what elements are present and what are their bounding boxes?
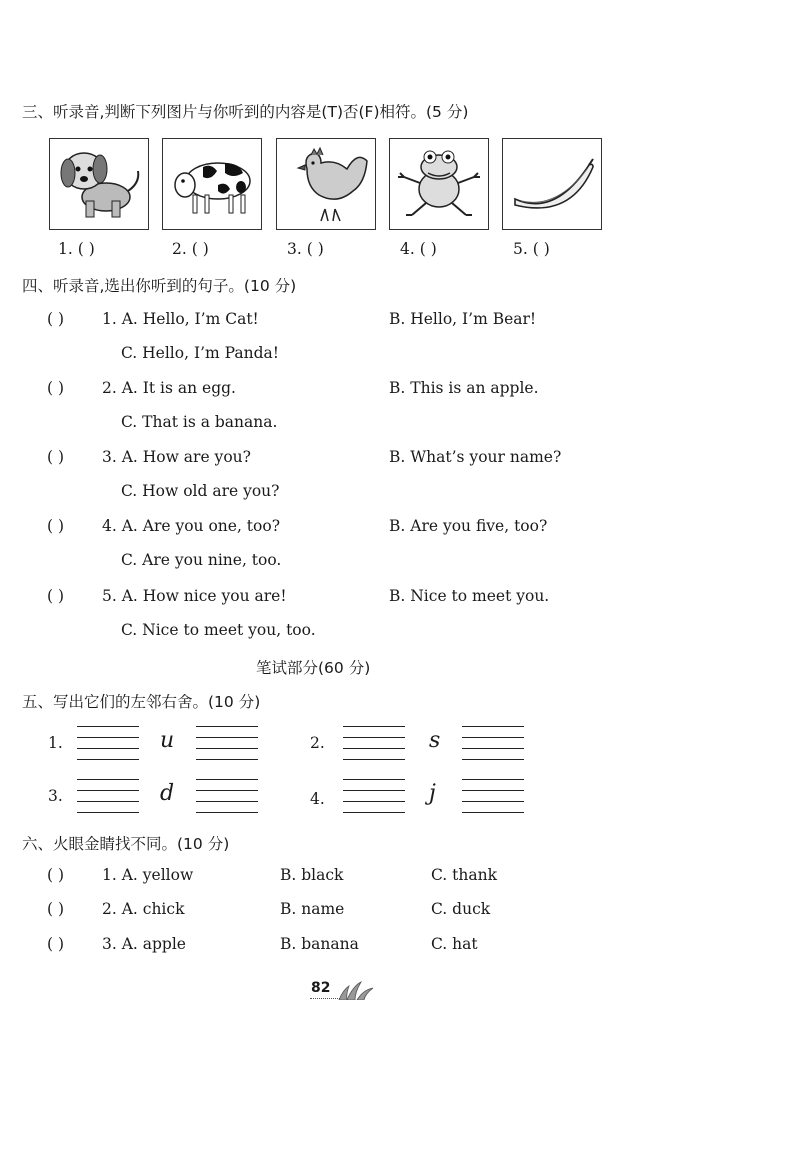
option-a: 4. A. Are you one, too? — [102, 517, 281, 535]
item-number: 2. — [310, 734, 325, 752]
picture-cow — [162, 138, 262, 230]
answer-slot-4[interactable]: 4. ( ) — [400, 240, 437, 258]
answer-bracket[interactable]: ( ) — [47, 310, 65, 328]
option-c: C. Nice to meet you, too. — [121, 621, 316, 639]
answer-slot-1[interactable]: 1. ( ) — [58, 240, 95, 258]
answer-bracket[interactable]: ( ) — [47, 448, 65, 466]
page-number: 82 — [311, 980, 331, 996]
option-a: 5. A. How nice you are! — [102, 587, 287, 605]
section-5-title: 五、写出它们的左邻右舍。(10 分) — [22, 693, 261, 711]
option-b: B. This is an apple. — [389, 379, 539, 397]
writing-lines-left[interactable] — [77, 779, 139, 813]
answer-slot-5[interactable]: 5. ( ) — [513, 240, 550, 258]
writing-lines-left[interactable] — [343, 779, 405, 813]
option-b: B. Are you five, too? — [389, 517, 548, 535]
section-6-title: 六、火眼金睛找不同。(10 分) — [22, 835, 230, 853]
written-part-header: 笔试部分(60 分) — [256, 659, 371, 677]
picture-banana — [502, 138, 602, 230]
item-number: 4. — [310, 790, 325, 808]
option-c: C. How old are you? — [121, 482, 280, 500]
answer-bracket[interactable]: ( ) — [47, 379, 65, 397]
dog-icon — [50, 139, 148, 229]
answer-slot-3[interactable]: 3. ( ) — [287, 240, 324, 258]
picture-frog — [389, 138, 489, 230]
letter-d: d — [160, 781, 175, 806]
cow-icon — [163, 139, 261, 229]
writing-lines-right[interactable] — [196, 726, 258, 760]
item-number: 3. — [48, 787, 63, 805]
option-c: C. Hello, I’m Panda! — [121, 344, 279, 362]
option-b: B. black — [280, 866, 344, 884]
item-number: 1. — [48, 734, 63, 752]
option-a: 2. A. chick — [102, 900, 185, 918]
picture-rooster — [276, 138, 376, 230]
letter-u: u — [160, 728, 175, 753]
section-3-title: 三、听录音,判断下列图片与你听到的内容是(T)否(F)相符。(5 分) — [22, 103, 469, 121]
letter-s: s — [429, 728, 441, 753]
option-b: B. name — [280, 900, 345, 918]
grass-decoration-icon — [337, 980, 377, 1000]
writing-lines-left[interactable] — [77, 726, 139, 760]
option-a: 1. A. yellow — [102, 866, 194, 884]
answer-bracket[interactable]: ( ) — [47, 517, 65, 535]
writing-lines-left[interactable] — [343, 726, 405, 760]
option-b: B. Hello, I’m Bear! — [389, 310, 537, 328]
option-b: B. What’s your name? — [389, 448, 562, 466]
option-c: C. thank — [431, 866, 497, 884]
frog-icon — [390, 139, 488, 229]
answer-bracket[interactable]: ( ) — [47, 935, 65, 953]
writing-lines-right[interactable] — [462, 726, 524, 760]
letter-j: j — [429, 781, 436, 806]
option-c: C. duck — [431, 900, 491, 918]
answer-bracket[interactable]: ( ) — [47, 587, 65, 605]
option-a: 1. A. Hello, I’m Cat! — [102, 310, 259, 328]
answer-bracket[interactable]: ( ) — [47, 900, 65, 918]
picture-dog — [49, 138, 149, 230]
section-4-title: 四、听录音,选出你听到的句子。(10 分) — [22, 277, 297, 295]
answer-bracket[interactable]: ( ) — [47, 866, 65, 884]
option-c: C. That is a banana. — [121, 413, 278, 431]
banana-icon — [503, 139, 601, 229]
option-a: 3. A. How are you? — [102, 448, 251, 466]
option-b: B. banana — [280, 935, 359, 953]
option-c: C. hat — [431, 935, 478, 953]
page-number-underline — [310, 998, 340, 999]
option-a: 2. A. It is an egg. — [102, 379, 236, 397]
writing-lines-right[interactable] — [462, 779, 524, 813]
writing-lines-right[interactable] — [196, 779, 258, 813]
option-b: B. Nice to meet you. — [389, 587, 550, 605]
option-c: C. Are you nine, too. — [121, 551, 282, 569]
rooster-icon — [277, 139, 375, 229]
answer-slot-2[interactable]: 2. ( ) — [172, 240, 209, 258]
option-a: 3. A. apple — [102, 935, 186, 953]
